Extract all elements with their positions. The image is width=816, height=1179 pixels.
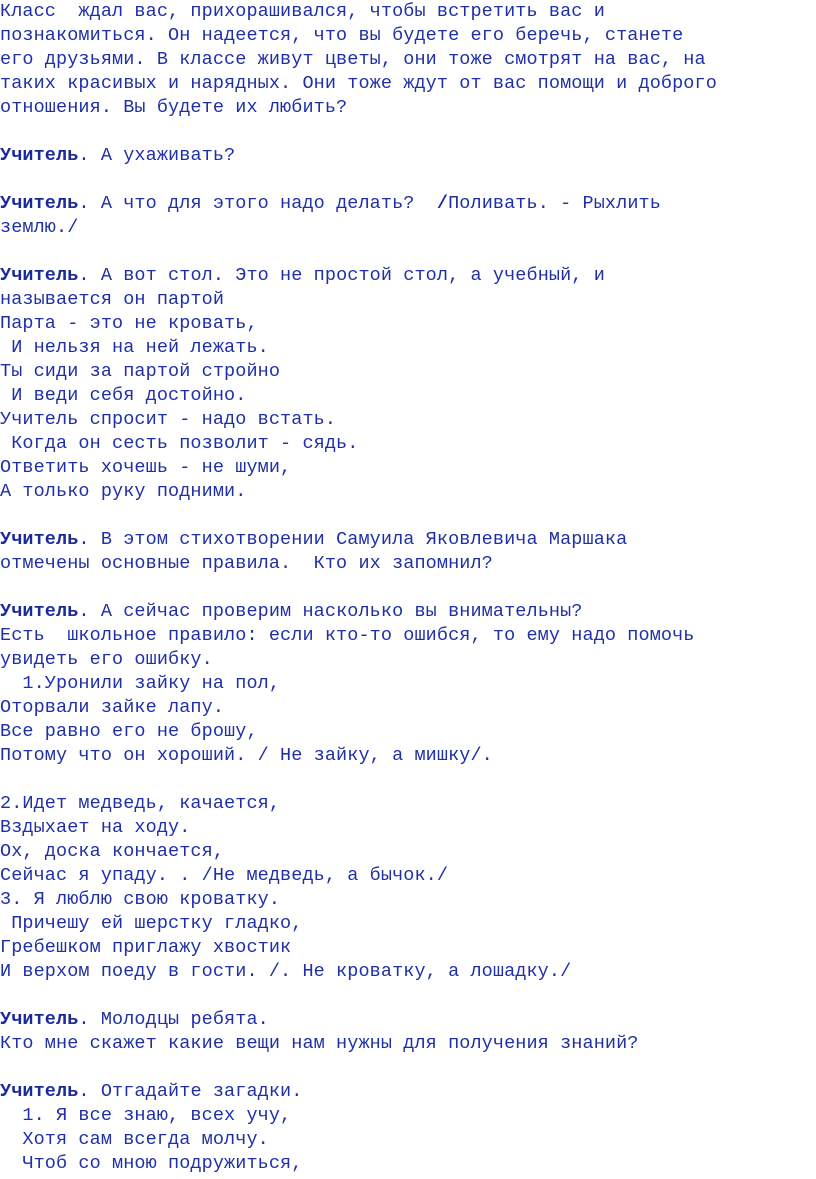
text-line [0, 408, 336, 432]
line-text: называется он партой [0, 289, 225, 310]
line-text: И веди себя достойно. [0, 385, 247, 406]
line-text: 1. Я все знаю, всех учу, [0, 1105, 292, 1126]
text-line [0, 1128, 269, 1152]
text-line [0, 648, 213, 672]
text-line [0, 192, 661, 216]
line-text: . Отгадайте загадки. [78, 1081, 303, 1102]
line-text: Оторвали зайке лапу. [0, 697, 225, 718]
text-line [0, 24, 683, 48]
line-text: Парта - это не кровать, [0, 313, 258, 334]
line-text: И нельзя на ней лежать. [0, 337, 269, 358]
text-line [0, 288, 224, 312]
text-line [0, 912, 302, 936]
line-text: Гребешком приглажу хвостик [0, 937, 292, 958]
text-line [0, 864, 448, 888]
line-text: Учитель спросит - надо встать. [0, 409, 337, 430]
line-text: отмечены основные правила. Кто их запомнил? [0, 553, 493, 574]
text-line [0, 840, 224, 864]
line-text: 3. Я люблю свою кроватку. [0, 889, 281, 910]
line-text: Вздыхает на ходу. [0, 817, 191, 838]
text-line [0, 528, 627, 552]
line-text: . В этом стихотворении Самуила Яковлевича Маршака [78, 529, 628, 550]
line-text: Потому что он хороший. / Не зайку, а мишку/. [0, 745, 493, 766]
text-line [0, 1032, 639, 1056]
text-line [0, 0, 605, 24]
text-line [0, 816, 190, 840]
line-text: его друзьями. В классе живут цветы, они тоже смотрят на вас, на [0, 49, 706, 70]
line-text: Ох, доска кончается, [0, 841, 225, 862]
text-line [0, 480, 246, 504]
line-text: Причешу ей шерстку гладко, [0, 913, 303, 934]
line-text: . А вот стол. Это не простой стол, а учебный, и [78, 265, 605, 286]
line-text: землю./ [0, 217, 79, 238]
line-text: познакомиться. Он надеется, что вы будете его беречь, станете [0, 25, 684, 46]
line-text: Ты сиди за партой стройно [0, 361, 281, 382]
line-text: увидеть его ошибку. [0, 649, 213, 670]
text-line [0, 1104, 291, 1128]
text-line [0, 792, 280, 816]
text-line [0, 888, 280, 912]
line-text: Кто мне скажет какие вещи нам нужны для получения знаний? [0, 1033, 639, 1054]
text-line [0, 384, 246, 408]
text-line [0, 456, 291, 480]
text-line [0, 672, 280, 696]
line-text: 2.Идет медведь, качается, [0, 793, 281, 814]
line-text: Хотя сам всегда молчу. [0, 1129, 269, 1150]
text-line [0, 72, 717, 96]
text-line [0, 216, 78, 240]
text-line [0, 744, 493, 768]
line-text: Все равно его не брошу, [0, 721, 258, 742]
line-text: Чтоб со мною подружиться, [0, 1153, 303, 1174]
text-line [0, 552, 493, 576]
text-line [0, 720, 258, 744]
line-text: . Молодцы ребята. [78, 1009, 269, 1030]
text-line [0, 96, 347, 120]
line-text: Класс ждал вас, прихорашивался, чтобы встретить вас и [0, 1, 605, 22]
line-text: 1.Уронили зайку на пол, [0, 673, 281, 694]
text-line [0, 600, 583, 624]
speaker-label: Учитель [0, 529, 79, 550]
text-line [0, 960, 571, 984]
line-text: Есть школьное правило: если кто-то ошибся, то ему надо помочь [0, 625, 695, 646]
text-line [0, 48, 706, 72]
line-text: отношения. Вы будете их любить? [0, 97, 348, 118]
slash-mark: / [436, 193, 449, 214]
text-line [0, 312, 258, 336]
text-line [0, 1080, 302, 1104]
line-text: Когда он сесть позволит - сядь. [0, 433, 359, 454]
line-text: Ответить хочешь - не шуми, [0, 457, 292, 478]
line-text: Сейчас я упаду. . /Не медведь, а бычок./ [0, 865, 449, 886]
speaker-label: Учитель [0, 1009, 79, 1030]
line-text: . А ухаживать? [78, 145, 236, 166]
line-text: таких красивых и нарядных. Они тоже ждут от вас помощи и доброго [0, 73, 717, 94]
line-text: И верхом поеду в гости. /. Не кроватку, а лошадку./ [0, 961, 572, 982]
text-line [0, 624, 695, 648]
line-text: . А сейчас проверим насколько вы внимательны? [78, 601, 583, 622]
speaker-label: Учитель [0, 265, 79, 286]
line-text: . А что для этого надо делать? [78, 193, 437, 214]
text-line [0, 1152, 302, 1176]
text-line [0, 144, 235, 168]
text-line [0, 264, 605, 288]
text-line [0, 696, 224, 720]
text-line [0, 432, 358, 456]
text-line [0, 1008, 269, 1032]
line-text-after: Поливать. - Рыхлить [448, 193, 661, 214]
speaker-label: Учитель [0, 193, 79, 214]
line-text: А только руку подними. [0, 481, 247, 502]
text-line [0, 360, 280, 384]
text-line [0, 336, 269, 360]
speaker-label: Учитель [0, 1081, 79, 1102]
speaker-label: Учитель [0, 145, 79, 166]
text-line [0, 936, 291, 960]
speaker-label: Учитель [0, 601, 79, 622]
